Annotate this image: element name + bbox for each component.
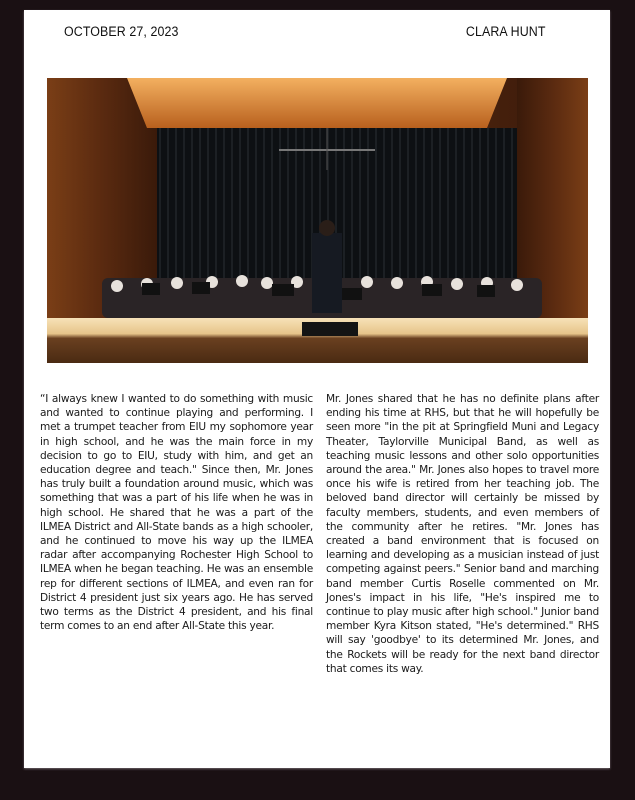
article-column-right: Mr. Jones shared that he has no definite plans after ending his time at RHS, but that he will hopefully be seen more "in the pit at Springfield Muni and Legacy Theater, Taylorville Municipal Band, as well as teaching music lessons and other solo opportunities around the area." Mr. Jones also hopes to travel more once his wife is retired from her teaching job. The beloved band director will certainly be missed by faculty members, students, and even members of the community after he retires. "Mr. Jones has created a band environment that is focused on learning and developing as a musician instead of just competing against peers." Senior band and marching band member Curtis Roselle commented on Mr. Jones's impact in his life, "He's inspired me to continue to play music after high school." Junior band member Kyra Kitson stated, "He's determined." RHS will say 'goodbye' to its determined Mr. Jones, and the Rockets will be ready for the next band director that comes its way. xyxy=(326,393,599,675)
document-page xyxy=(24,10,610,768)
article-date: OCTOBER 27, 2023 xyxy=(64,24,179,39)
article-column-left: “I always knew I wanted to do something with music and wanted to continue playing and performing. I met a trumpet teacher from EIU my sophomore year in high school, and he was the main force in my decision to go to EIU, study with him, and get an education degree and teach." Since then, Mr. Jones has truly built a foundation around music, which was something that was a part of his life when he was in high school. He shared that he was a part of the ILMEA District and All-State bands as a high schooler, and he continued to move his way up the ILMEA radar after accompanying Rochester High School to ILMEA when he began teaching. He was an ensemble rep for different sections of ILMEA, and even ran for District 4 president just six years ago. He has served two terms as the District 4 president, and his final term comes to an end after All-State this year. xyxy=(40,393,313,633)
band-concert-photo xyxy=(47,78,588,363)
photo-image-icon xyxy=(47,78,588,363)
article-author: CLARA HUNT xyxy=(466,24,546,39)
